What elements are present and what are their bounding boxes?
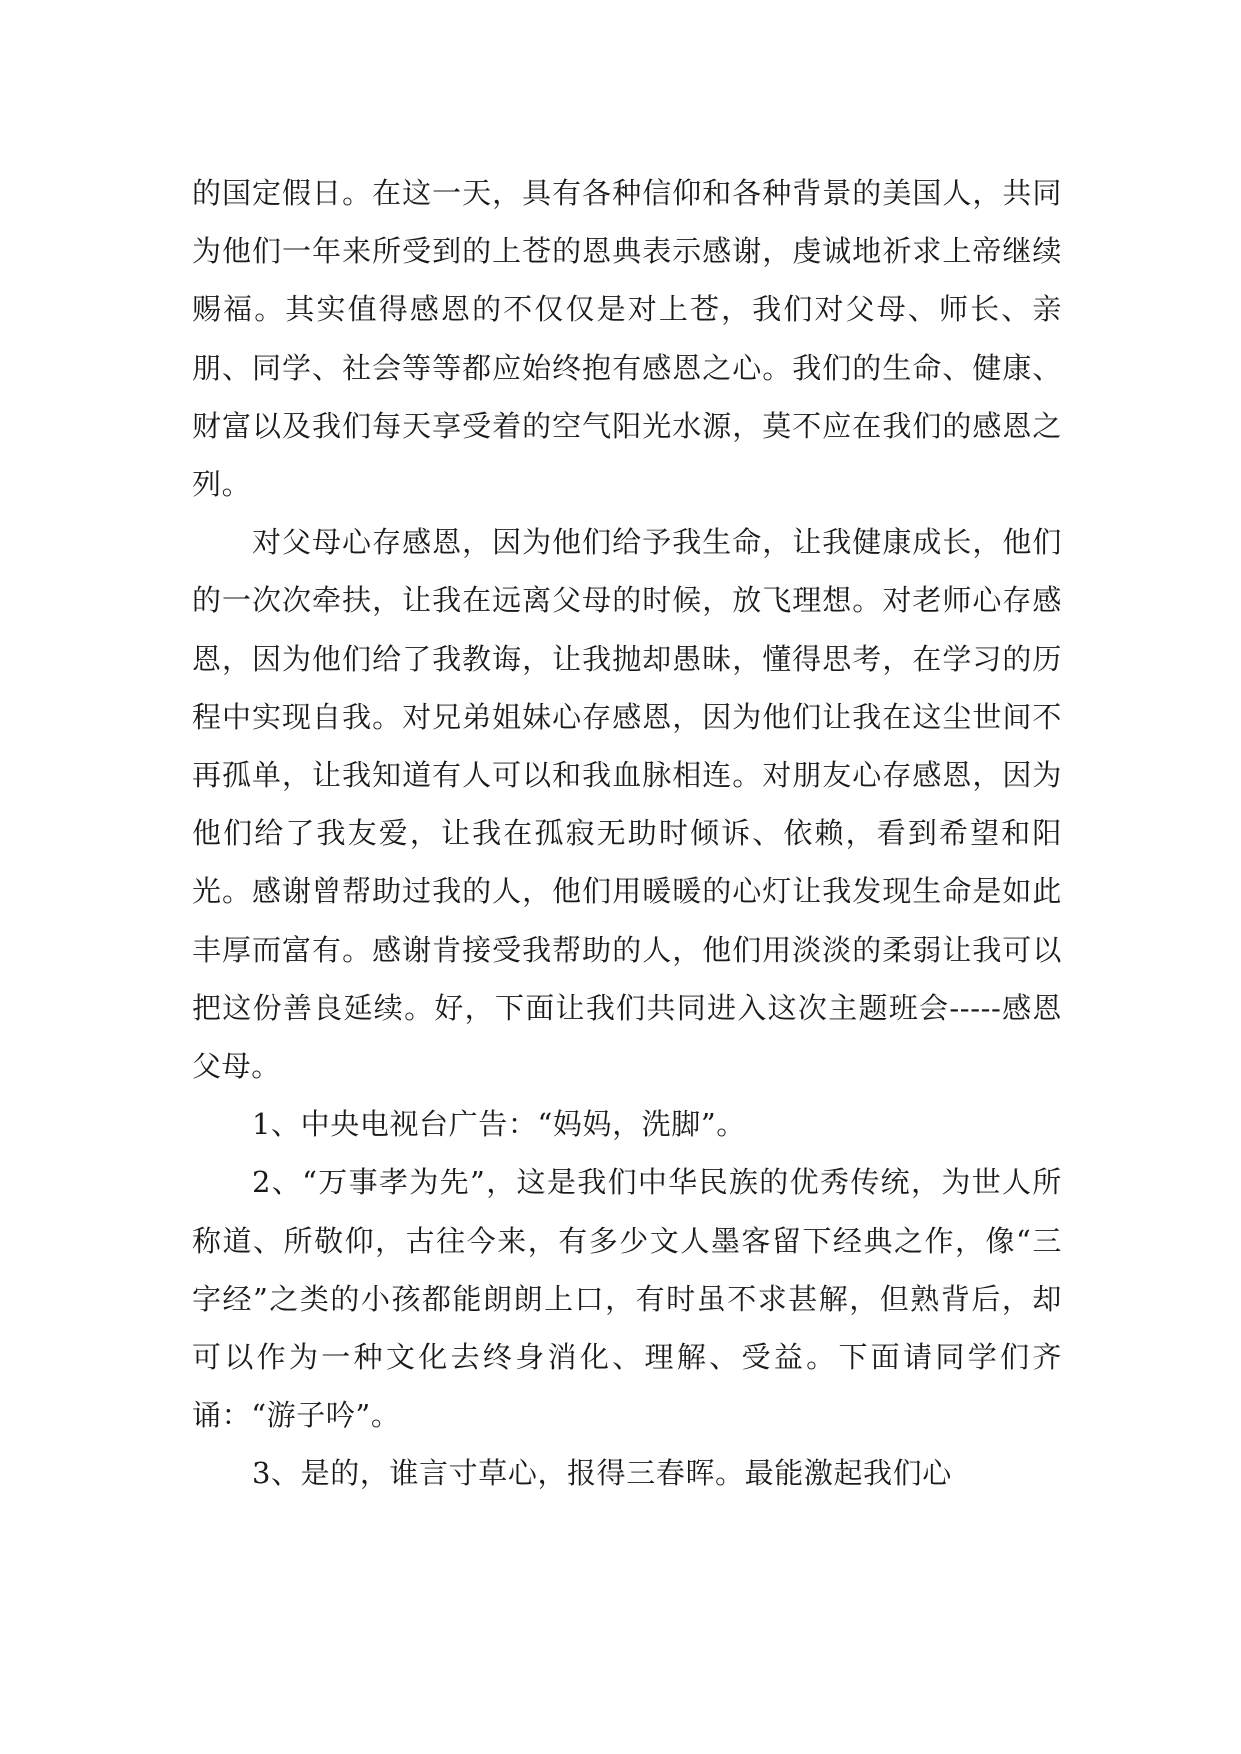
paragraph-item-3: 3、是的，谁言寸草心，报得三春晖。最能激起我们心 [252, 1456, 952, 1491]
paragraph-item-2: 2、“万事孝为先”，这是我们中华民族的优秀传统，为世人所称道、所敬仰，古往今来，有多少文人墨客留下经典之作，像“三字经”之类的小孩都能朗朗上口，有时虽不求甚解，但熟背后，却可以作为一种文化去终身消化、理解、受益。下面请同学们齐诵：“游子吟”。 [192, 1165, 1062, 1433]
paragraph-item-1: 1、中央电视台广告：“妈妈，洗脚”。 [252, 1107, 746, 1142]
document-body [192, 164, 1062, 1503]
paragraph-gratitude: 对父母心存感恩，因为他们给予我生命，让我健康成长，他们的一次次牵扶，让我在远离父母的时候，放飞理想。对老师心存感恩，因为他们给了我教诲，让我抛却愚昧，懂得思考，在学习的历程中实现自我。对兄弟姐妹心存感恩，因为他们让我在这尘世间不再孤单，让我知道有人可以和我血脉相连。对朋友心存感恩，因为他们给了我友爱，让我在孤寂无助时倾诉、依赖，看到希望和阳光。感谢曾帮助过我的人，他们用暖暖的心灯让我发现生命是如此丰厚而富有。感谢肯接受我帮助的人，他们用淡淡的柔弱让我可以把这份善良延续。好，下面让我们共同进入这次主题班会-----感恩父母。 [192, 525, 1062, 1084]
paragraph-intro: 的国定假日。在这一天，具有各种信仰和各种背景的美国人，共同为他们一年来所受到的上苍的恩典表示感谢，虔诚地祈求上帝继续赐福。其实值得感恩的不仅仅是对上苍，我们对父母、师长、亲朋、同学、社会等等都应始终抱有感恩之心。我们的生命、健康、财富以及我们每天享受着的空气阳光水源，莫不应在我们的感恩之列。 [192, 176, 1062, 502]
